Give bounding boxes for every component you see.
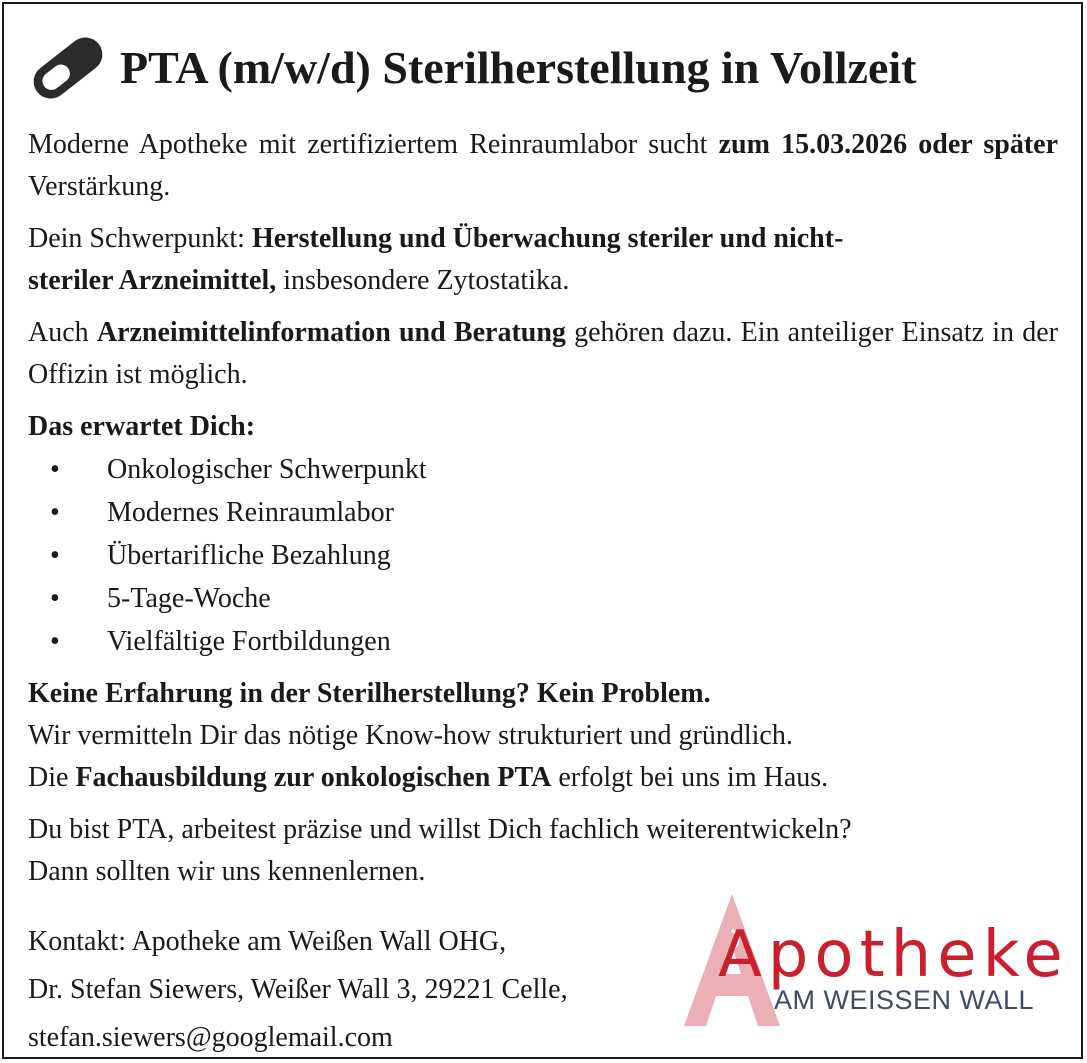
bullet-icon: •	[50, 497, 60, 528]
training-line-2-lead: Die	[28, 762, 76, 793]
benefits-list	[28, 448, 1058, 663]
list-item-label: Übertarifliche Bezahlung	[107, 540, 391, 571]
benefits-heading-text: Das erwartet Dich:	[28, 411, 256, 442]
contact-address: Dr. Stefan Siewers, Weißer Wall 3, 29221 Celle,	[28, 974, 568, 1005]
intro-paragraph	[28, 124, 1058, 208]
list-item-label: Modernes Reinraumlabor	[107, 497, 394, 528]
training-paragraph	[28, 673, 1058, 799]
focus-lead: Dein Schwerpunkt:	[28, 223, 252, 254]
training-heading: Keine Erfahrung in der Sterilherstellung? Kein Problem.	[28, 678, 711, 709]
bullet-icon: •	[50, 626, 60, 657]
logo-subtitle: AM WEISSEN WALL	[774, 985, 1035, 1015]
info-tail: gehören dazu. Ein anteiliger Einsatz in der Offizin ist möglich.	[28, 317, 1058, 390]
list-item	[28, 534, 1058, 577]
closing-line-1: Du bist PTA, arbeitest präzise und willst Dich fachlich weiterentwickeln?	[28, 814, 852, 845]
focus-bold: Herstellung und Überwachung steriler und nicht-steriler Arzneimittel,	[28, 223, 844, 296]
pill-capsule-icon	[26, 26, 110, 110]
bullet-icon: •	[50, 454, 60, 485]
list-item-label: Vielfältige Fortbildungen	[107, 626, 391, 657]
bullet-icon: •	[50, 540, 60, 571]
page-title: PTA (m/w/d) Sterilherstellung in Vollzeit	[120, 42, 917, 93]
info-bold: Arzneimittelinformation und Beratung	[96, 317, 566, 348]
ad-body	[28, 124, 1058, 903]
list-item-label: Onkologischer Schwerpunkt	[107, 454, 427, 485]
training-line-1: Wir vermitteln Dir das nötige Know-how strukturiert und gründlich.	[28, 720, 793, 751]
pharmacy-logo	[676, 890, 1076, 1030]
list-item	[28, 491, 1058, 534]
info-paragraph	[28, 312, 1058, 396]
benefits-heading	[28, 406, 1058, 448]
closing-paragraph	[28, 809, 1058, 893]
training-line-2-bold: Fachausbildung zur onkologischen PTA	[75, 762, 552, 793]
list-item	[28, 577, 1058, 620]
focus-tail: insbesondere Zytostatika.	[276, 265, 570, 296]
list-item	[28, 448, 1058, 491]
list-item	[28, 620, 1058, 663]
contact-company: Kontakt: Apotheke am Weißen Wall OHG,	[28, 926, 507, 957]
focus-paragraph	[28, 218, 928, 302]
list-item-label: 5-Tage-Woche	[107, 583, 271, 614]
bullet-icon: •	[50, 583, 60, 614]
closing-line-2: Dann sollten wir uns kennenlernen.	[28, 856, 426, 887]
intro-text: Moderne Apotheke mit zertifiziertem Reinraumlabor sucht	[28, 129, 719, 160]
info-lead: Auch	[28, 317, 97, 348]
contact-email[interactable]: stefan.siewers@googlemail.com	[28, 1022, 393, 1053]
logo-wordmark: Apotheke	[718, 918, 1069, 992]
intro-date: zum 15.03.2026 oder später	[718, 129, 1058, 160]
title-row	[26, 26, 1066, 114]
contact-block	[28, 918, 568, 1062]
intro-tail: Verstärkung.	[28, 171, 171, 202]
training-line-2-tail: erfolgt bei uns im Haus.	[551, 762, 829, 793]
